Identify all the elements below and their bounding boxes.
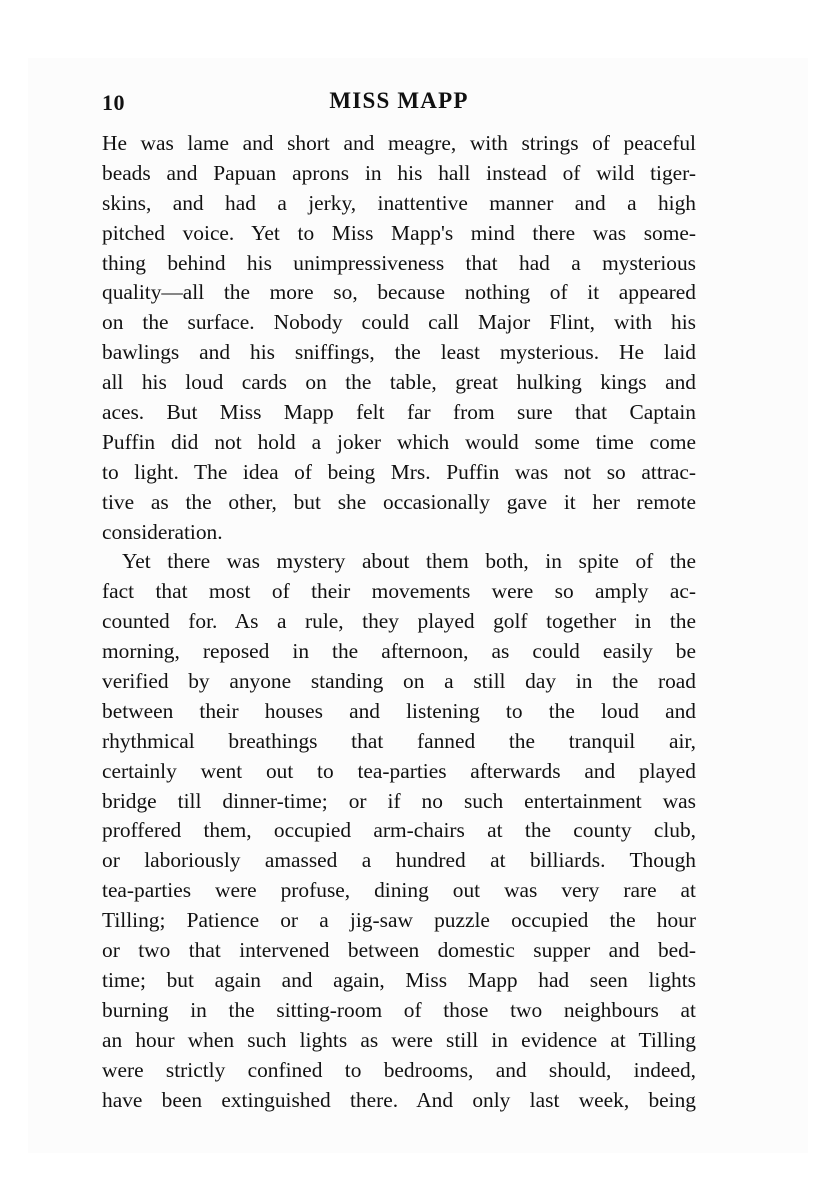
text-line: Yet there was mystery about them both, in spite of the bbox=[122, 549, 696, 574]
text-line: consideration. bbox=[102, 519, 223, 544]
text-line: Tilling; Patience or a jig-saw puzzle occupied the hour bbox=[102, 908, 696, 933]
text-line: were strictly confined to bedrooms, and should, indeed, bbox=[102, 1057, 696, 1082]
text-line: beads and Papuan aprons in his hall instead of wild tiger- bbox=[102, 160, 696, 185]
text-line: bridge till dinner-time; or if no such entertainment was bbox=[102, 788, 696, 813]
text-line: skins, and had a jerky, inattentive manner and a high bbox=[102, 190, 696, 215]
text-line: morning, reposed in the afternoon, as could easily be bbox=[102, 639, 696, 664]
text-line: all his loud cards on the table, great hulking kings and bbox=[102, 370, 696, 395]
text-line: to light. The idea of being Mrs. Puffin was not so attrac- bbox=[102, 459, 696, 484]
text-line: thing behind his unimpressiveness that had a mysterious bbox=[102, 250, 696, 275]
running-title: MISS MAPP bbox=[329, 88, 469, 113]
paragraph-1 bbox=[102, 129, 696, 547]
text-line: tea-parties were profuse, dining out was very rare at bbox=[102, 878, 696, 903]
text-line: time; but again and again, Miss Mapp had seen lights bbox=[102, 967, 696, 992]
text-line: bawlings and his sniffings, the least mysterious. He laid bbox=[102, 340, 696, 365]
text-line: have been extinguished there. And only last week, being bbox=[102, 1087, 696, 1112]
text-line: an hour when such lights as were still in evidence at Tilling bbox=[102, 1027, 696, 1052]
text-line: or laboriously amassed a hundred at billiards. Though bbox=[102, 848, 696, 873]
body-text bbox=[102, 129, 696, 1115]
text-line: rhythmical breathings that fanned the tranquil air, bbox=[102, 728, 696, 753]
text-line: quality—all the more so, because nothing of it appeared bbox=[102, 280, 696, 305]
text-line: Puffin did not hold a joker which would some time come bbox=[102, 429, 696, 454]
text-line: aces. But Miss Mapp felt far from sure that Captain bbox=[102, 400, 696, 425]
page-number: 10 bbox=[102, 90, 125, 115]
text-line: He was lame and short and meagre, with strings of peaceful bbox=[102, 131, 696, 155]
text-line: counted for. As a rule, they played golf together in the bbox=[102, 609, 696, 634]
text-line: proffered them, occupied arm-chairs at the county club, bbox=[102, 818, 696, 843]
text-line: tive as the other, but she occasionally gave it her remote bbox=[102, 489, 696, 514]
text-line: certainly went out to tea-parties afterwards and played bbox=[102, 758, 696, 783]
text-line: or two that intervened between domestic supper and bed- bbox=[102, 938, 696, 963]
page-header bbox=[102, 88, 696, 124]
text-line: on the surface. Nobody could call Major Flint, with his bbox=[102, 310, 696, 335]
text-line: burning in the sitting-room of those two neighbours at bbox=[102, 997, 696, 1022]
paragraph-2 bbox=[102, 547, 696, 1115]
text-line: fact that most of their movements were so amply ac- bbox=[102, 579, 696, 604]
text-line: verified by anyone standing on a still day in the road bbox=[102, 669, 696, 694]
text-line: between their houses and listening to the loud and bbox=[102, 698, 696, 723]
text-line: pitched voice. Yet to Miss Mapp's mind there was some- bbox=[102, 220, 696, 245]
